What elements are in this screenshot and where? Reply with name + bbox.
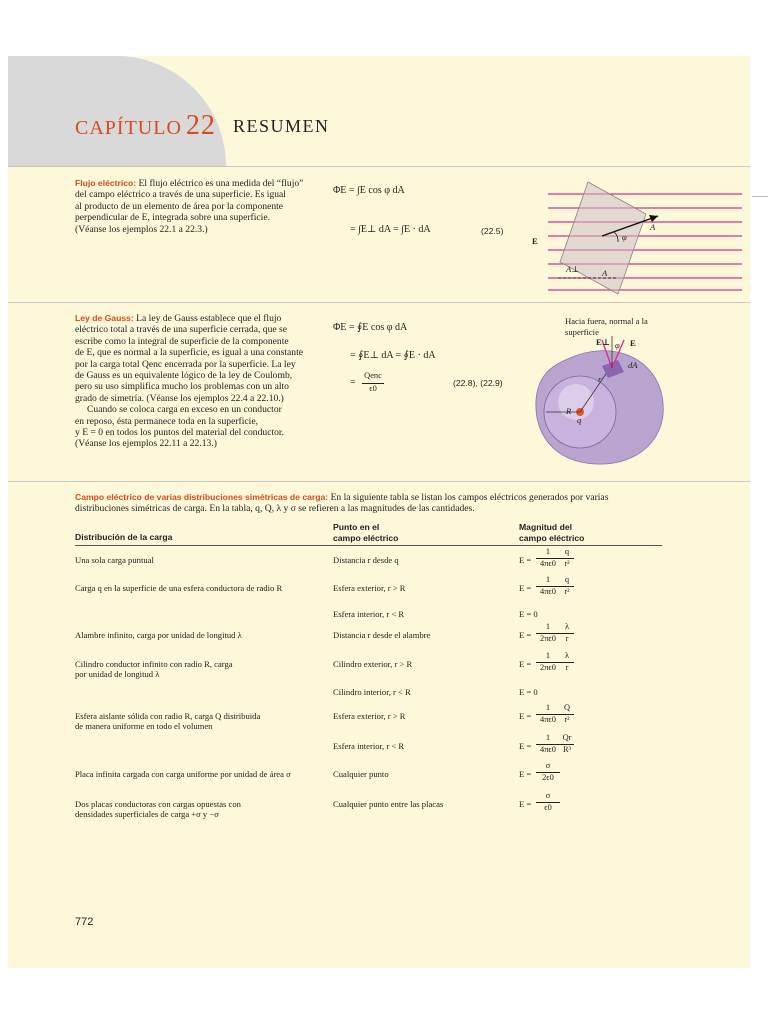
- column-header-magnitude-1: Magnitud del: [519, 522, 572, 532]
- field-point: Cilindro exterior, r > R: [333, 659, 413, 669]
- field-magnitude-prefix: E =: [519, 711, 532, 721]
- magnitude-coefficient-numerator: 1: [545, 733, 551, 742]
- fig-label-a-bottom: A: [602, 268, 608, 278]
- magnitude-ratio: [560, 577, 574, 599]
- campo-intro-2: distribuciones simétricas de carga. En la tabla, q, Q, λ y σ se refieren a las magnitudes de las cantidades.: [75, 503, 475, 515]
- magnitude-coefficient-denominator: 4πϵ0: [540, 745, 556, 754]
- magnitude-ratio-denominator: r: [565, 663, 569, 672]
- magnitude-ratio: [560, 705, 574, 727]
- field-magnitude-prefix: E =: [519, 799, 532, 809]
- gauss-fraction: [362, 371, 384, 395]
- magnitude-coefficient: [536, 549, 560, 571]
- flux-figure: [518, 178, 743, 296]
- gauss-line: en reposo, ésta permanece toda en la superficie,: [75, 415, 258, 427]
- section-divider: [8, 166, 750, 167]
- field-point: Esfera interior, r < R: [333, 609, 405, 619]
- magnitude-coefficient-denominator: 4πϵ0: [540, 587, 556, 596]
- fig-label-R: R: [566, 406, 572, 416]
- magnitude-ratio-numerator: q: [564, 575, 570, 584]
- magnitude-coefficient-denominator: 4πϵ0: [540, 715, 556, 724]
- fig-label-gauss-phi: φ: [615, 340, 620, 350]
- magnitude-ratio: [560, 549, 574, 571]
- gauss-fraction-den: ϵ0: [369, 384, 377, 393]
- gauss-line: eléctrico total a través de una superficie cerrada, que se: [75, 324, 288, 336]
- gauss-fig-caption-2: superficie: [565, 327, 599, 337]
- fig-label-a-perp: A⊥: [566, 264, 580, 274]
- page-title: RESUMEN: [233, 116, 330, 136]
- charge-distribution: Alambre infinito, carga por unidad de longitud λ: [75, 630, 242, 640]
- magnitude-coefficient-denominator: ϵ0: [544, 803, 552, 812]
- field-magnitude: E = 0: [519, 687, 538, 697]
- magnitude-ratio: [560, 653, 574, 675]
- charge-distribution: Dos placas conductoras con cargas opuestas con: [75, 799, 241, 809]
- magnitude-ratio-numerator: λ: [564, 622, 570, 631]
- field-magnitude-prefix: E =: [519, 741, 532, 751]
- fig-label-e-perp: E⊥: [596, 337, 610, 347]
- magnitude-coefficient: [536, 763, 560, 785]
- table-header-rule: [75, 545, 662, 546]
- magnitude-ratio-numerator: λ: [564, 651, 570, 660]
- magnitude-coefficient-denominator: 2πϵ0: [540, 634, 556, 643]
- flujo-line: El flujo eléctrico es una medida del “flujo”: [138, 178, 304, 189]
- margin-mark: [752, 196, 768, 197]
- magnitude-coefficient-numerator: σ: [545, 791, 551, 800]
- gauss-line: grado de simetría. (Véanse los ejemplos 22.4 a 22.10.): [75, 392, 284, 404]
- flujo-eq-number: (22.5): [481, 226, 504, 236]
- gauss-line: pero su uso simplifica mucho los problemas con un alto: [75, 381, 289, 393]
- field-magnitude-prefix: E =: [519, 630, 532, 640]
- chapter-number: 22: [185, 110, 216, 141]
- flujo-formula-2: = ∫E⊥ dA = ∫E · dA: [350, 224, 431, 235]
- column-header-point-1: Punto en el: [333, 522, 380, 532]
- section-divider: [8, 302, 750, 303]
- gauss-line: por la carga total Qenc encerrada por la superficie. La ley: [75, 358, 296, 370]
- gauss-line: de Gauss es un equivalente lógico de la ley de Coulomb,: [75, 370, 293, 382]
- gauss-text: [75, 313, 325, 450]
- magnitude-ratio-numerator: Q: [563, 703, 571, 712]
- field-point: Distancia r desde q: [333, 555, 399, 565]
- flujo-line: del campo eléctrico a través de una superficie. Es igual: [75, 189, 286, 201]
- magnitude-coefficient: [536, 735, 560, 757]
- magnitude-ratio-denominator: r²: [564, 587, 570, 596]
- gauss-line: de E, que es normal a la superficie, es igual a una constante: [75, 347, 304, 359]
- field-point: Esfera interior, r < R: [333, 741, 405, 751]
- magnitude-coefficient-denominator: 4πϵ0: [540, 559, 556, 568]
- charge-distribution: Cilindro conductor infinito con radio R, carga: [75, 659, 233, 669]
- field-point: Cualquier punto entre las placas: [333, 799, 444, 809]
- gauss-formula-1: ΦE = ∮E cos φ dA: [333, 322, 408, 333]
- magnitude-coefficient-denominator: 2πϵ0: [540, 663, 556, 672]
- magnitude-ratio-denominator: R³: [562, 745, 572, 754]
- flujo-line: (Véanse los ejemplos 22.1 a 22.3.): [75, 223, 208, 235]
- flujo-text: [75, 178, 325, 235]
- gauss-fig-caption-1: Hacia fuera, normal a la: [565, 316, 648, 326]
- sphere-highlight: [558, 384, 594, 420]
- flujo-heading: Flujo eléctrico:: [75, 178, 137, 188]
- field-magnitude: E = 0: [519, 609, 538, 619]
- gauss-heading: Ley de Gauss:: [75, 313, 134, 323]
- magnitude-coefficient-numerator: 1: [545, 622, 551, 631]
- fig-label-E: E: [532, 236, 538, 246]
- magnitude-ratio-denominator: r: [565, 634, 569, 643]
- magnitude-coefficient-numerator: 1: [545, 547, 551, 556]
- column-header-point: [333, 522, 398, 543]
- charge-distribution-cont: densidades superficiales de carga +σ y −σ: [75, 809, 219, 819]
- field-point: Esfera exterior, r > R: [333, 711, 406, 721]
- campo-intro-1: En la siguiente tabla se listan los campos eléctricos generados por varias: [330, 492, 609, 503]
- gauss-line: La ley de Gauss establece que el flujo: [136, 313, 282, 324]
- section-divider: [8, 481, 750, 482]
- magnitude-coefficient-numerator: 1: [545, 651, 551, 660]
- field-point: Cilindro interior, r < R: [333, 687, 411, 697]
- field-point: Distancia r desde el alambre: [333, 630, 431, 640]
- column-header-distribution: Distribución de la carga: [75, 532, 173, 542]
- field-magnitude-prefix: E =: [519, 769, 532, 779]
- column-header-point-2: campo eléctrico: [333, 532, 399, 543]
- charge-distribution-cont: de manera uniforme en todo el volumen: [75, 721, 213, 731]
- magnitude-coefficient: [536, 793, 560, 815]
- fig-label-phi: φ: [622, 232, 627, 242]
- gauss-fraction-num: Qenc: [364, 371, 382, 380]
- magnitude-coefficient: [536, 653, 560, 675]
- campo-intro: [75, 492, 675, 515]
- gauss-line: (Véanse los ejemplos 22.11 a 22.13.): [75, 438, 217, 450]
- flujo-formula-1: ΦE = ∫E cos φ dA: [333, 185, 405, 196]
- chapter-label: [75, 110, 216, 142]
- fig-label-dA: dA: [628, 360, 638, 370]
- charge-distribution: Esfera aislante sólida con radio R, carga Q distribuida: [75, 711, 261, 721]
- campo-heading: Campo eléctrico de varias distribuciones simétricas de carga:: [75, 492, 329, 502]
- gauss-eq-number: (22.8), (22.9): [453, 378, 503, 388]
- gauss-line: escribe como la integral de superficie de la componente: [75, 335, 289, 347]
- magnitude-coefficient: [536, 705, 560, 727]
- fig-label-q: q: [577, 415, 582, 425]
- magnitude-ratio: [560, 735, 574, 757]
- field-magnitude-prefix: E =: [519, 555, 532, 565]
- gauss-line: Cuando se coloca carga en exceso en un conductor: [87, 404, 282, 416]
- gauss-formula-3-eq: =: [350, 377, 356, 388]
- column-header-magnitude: [519, 522, 584, 543]
- chapter-word: CAPÍTULO: [75, 117, 182, 139]
- charge-distribution: Una sola carga puntual: [75, 555, 154, 565]
- charge-distribution: Placa infinita cargada con carga uniforme por unidad de área σ: [75, 769, 291, 779]
- fig-label-gauss-E: E: [630, 338, 636, 348]
- magnitude-ratio-denominator: r²: [564, 715, 570, 724]
- flujo-line: al producto de un elemento de área por la componente: [75, 200, 284, 212]
- magnitude-coefficient: [536, 577, 560, 599]
- gauss-figure: [530, 336, 670, 468]
- magnitude-coefficient-denominator: 2ϵ0: [542, 773, 554, 782]
- magnitude-ratio-numerator: Qr: [562, 733, 572, 742]
- column-header-magnitude-2: campo eléctrico: [519, 532, 585, 543]
- magnitude-ratio: [560, 624, 574, 646]
- field-magnitude-prefix: E =: [519, 583, 532, 593]
- magnitude-ratio-denominator: r²: [564, 559, 570, 568]
- magnitude-ratio-numerator: q: [564, 547, 570, 556]
- magnitude-coefficient-numerator: σ: [545, 761, 551, 770]
- flujo-line: perpendicular de E, integrada sobre una superficie.: [75, 212, 270, 224]
- field-point: Cualquier punto: [333, 769, 389, 779]
- page-number: 772: [75, 916, 94, 928]
- magnitude-coefficient-numerator: 1: [545, 575, 551, 584]
- charge-distribution-cont: por unidad de longitud λ: [75, 669, 160, 679]
- field-point: Esfera exterior, r > R: [333, 583, 406, 593]
- magnitude-coefficient-numerator: 1: [545, 703, 551, 712]
- magnitude-coefficient: [536, 624, 560, 646]
- gauss-line: y E = 0 en todos los puntos del material del conductor.: [75, 427, 284, 439]
- fig-label-r: r: [598, 374, 602, 384]
- gauss-formula-2: = ∮E⊥ dA = ∮E · dA: [350, 350, 436, 361]
- fig-label-A: A: [650, 222, 656, 232]
- charge-distribution: Carga q en la superficie de una esfera conductora de radio R: [75, 583, 283, 593]
- field-magnitude-prefix: E =: [519, 659, 532, 669]
